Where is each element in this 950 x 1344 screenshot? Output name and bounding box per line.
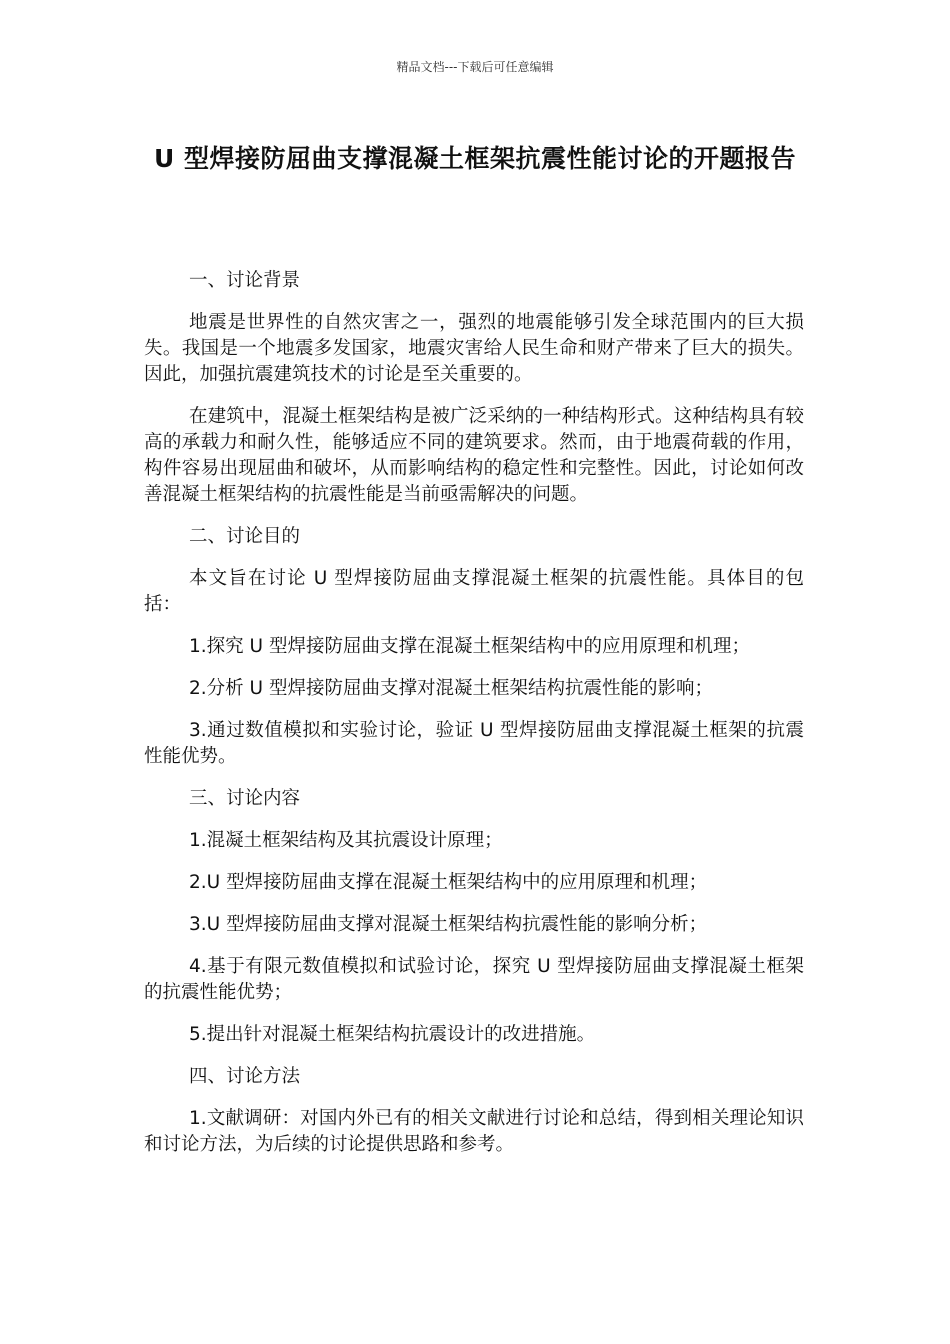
- purpose-paragraph: 本文旨在讨论 U 型焊接防屈曲支撑混凝土框架的抗震性能。具体目的包括：: [144, 568, 804, 615]
- section-heading-background: 一、讨论背景: [189, 270, 301, 291]
- section-heading-content: 三、讨论内容: [189, 788, 301, 809]
- content-item-4: 4.基于有限元数值模拟和试验讨论，探究 U 型焊接防屈曲支撑混凝土框架的抗震性能优势；: [144, 956, 804, 1003]
- content-item-3: 3.U 型焊接防屈曲支撑对混凝土框架结构抗震性能的影响分析；: [189, 914, 708, 935]
- header-note: 精品文档---下载后可任意编辑: [396, 60, 554, 74]
- section-heading-purpose: 二、讨论目的: [189, 526, 301, 547]
- method-item-1: 1.文献调研：对国内外已有的相关文献进行讨论和总结，得到相关理论知识和讨论方法，为后续的讨论提供思路和参考。: [144, 1108, 804, 1155]
- content-item-2: 2.U 型焊接防屈曲支撑在混凝土框架结构中的应用原理和机理；: [189, 872, 708, 893]
- section-heading-method: 四、讨论方法: [189, 1066, 301, 1087]
- document-body: [144, 268, 804, 1174]
- purpose-item-3: 3.通过数值模拟和实验讨论，验证 U 型焊接防屈曲支撑混凝土框架的抗震性能优势。: [144, 720, 804, 767]
- content-item-5: 5.提出针对混凝土框架结构抗震设计的改进措施。: [189, 1024, 596, 1045]
- page-title: U 型焊接防屈曲支撑混凝土框架抗震性能讨论的开题报告: [153, 144, 796, 173]
- purpose-item-2: 2.分析 U 型焊接防屈曲支撑对混凝土框架结构抗震性能的影响；: [189, 678, 713, 699]
- background-paragraph-1: 地震是世界性的自然灾害之一，强烈的地震能够引发全球范围内的巨大损失。我国是一个地震多发国家，地震灾害给人民生命和财产带来了巨大的损失。因此，加强抗震建筑技术的讨论是至关重要的。: [144, 312, 804, 385]
- purpose-item-1: 1.探究 U 型焊接防屈曲支撑在混凝土框架结构中的应用原理和机理；: [189, 636, 750, 657]
- content-item-1: 1.混凝土框架结构及其抗震设计原理；: [189, 830, 503, 851]
- background-paragraph-2: 在建筑中，混凝土框架结构是被广泛采纳的一种结构形式。这种结构具有较高的承载力和耐久性，能够适应不同的建筑要求。然而，由于地震荷载的作用，构件容易出现屈曲和破坏，从而影响结构的稳定性和完整性。因此，讨论如何改善混凝土框架结构的抗震性能是当前亟需解决的问题。: [144, 406, 804, 505]
